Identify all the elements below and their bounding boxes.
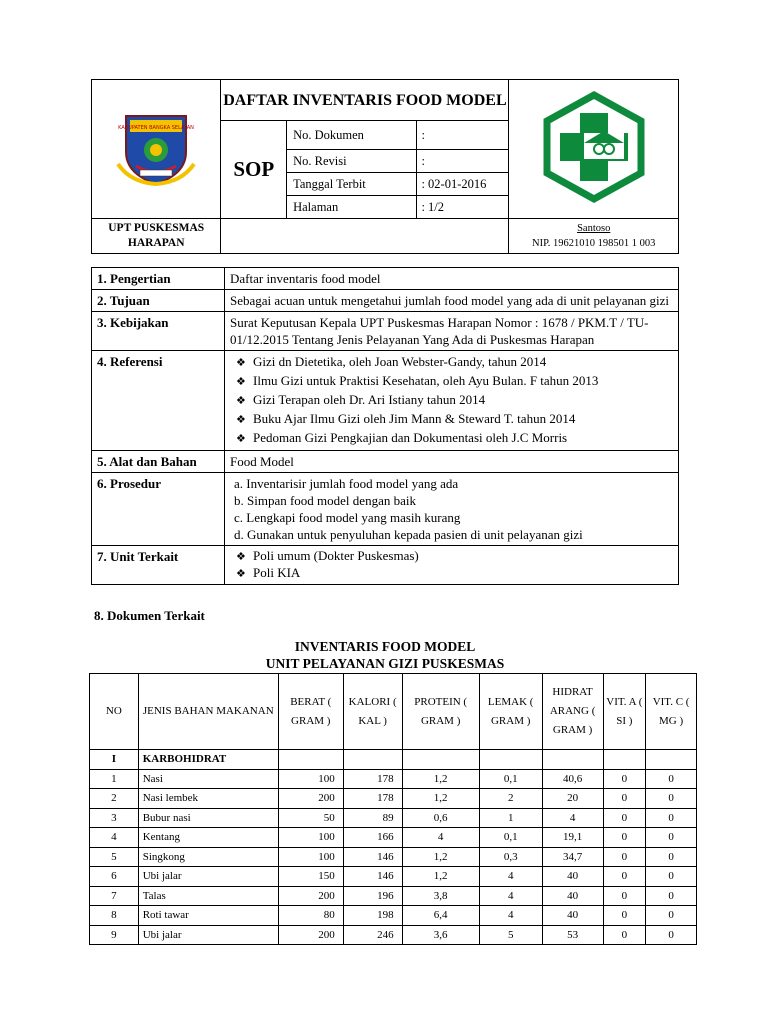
table-row	[90, 789, 697, 809]
col-header-vit-c: VIT. C ( MG )	[646, 674, 697, 750]
signer-name: Santoso	[577, 223, 611, 234]
col-header-vit-a: VIT. A ( SI )	[603, 674, 646, 750]
field-value: : 02-01-2016	[417, 173, 509, 196]
food-name: Singkong	[138, 847, 278, 867]
prosedur-item: a. Inventarisir jumlah food model yang ada	[234, 476, 459, 491]
crest-caption: KABUPATEN BANGKA SELATAN	[118, 124, 195, 131]
prosedur-list	[230, 475, 673, 543]
referensi-item: ❖ Gizi Terapan oleh Dr. Ari Istiany tahun 2014	[230, 391, 673, 410]
berat-value: 200	[278, 925, 343, 945]
lemak-value: 4	[479, 867, 542, 887]
vit-a-value: 0	[603, 847, 646, 867]
food-name: Roti tawar	[138, 906, 278, 926]
empty-cell	[646, 750, 697, 770]
kalori-value: 178	[343, 789, 402, 809]
col-header-lemak: LEMAK ( GRAM )	[479, 674, 542, 750]
kalori-value: 146	[343, 847, 402, 867]
berat-value: 100	[278, 769, 343, 789]
table-row	[90, 867, 697, 887]
vit-a-value: 0	[603, 789, 646, 809]
hidrat-arang-value: 34,7	[542, 847, 603, 867]
vit-c-value: 0	[646, 925, 697, 945]
berat-value: 150	[278, 867, 343, 887]
category-no: I	[90, 750, 139, 770]
referensi-list-cell	[225, 351, 679, 451]
row-no: 6	[90, 867, 139, 887]
field-value: :	[417, 150, 509, 173]
hidrat-arang-value: 40	[542, 906, 603, 926]
hidrat-arang-value: 40	[542, 886, 603, 906]
prosedur-item: c. Lengkapi food model yang masih kurang	[234, 510, 461, 525]
hidrat-arang-value: 4	[542, 808, 603, 828]
row-no: 1	[90, 769, 139, 789]
col-header-kalori: KALORI ( KAL )	[343, 674, 402, 750]
prosedur-list-cell	[225, 473, 679, 546]
vit-c-value: 0	[646, 808, 697, 828]
protein-value: 1,2	[402, 847, 479, 867]
vit-a-value: 0	[603, 808, 646, 828]
food-name: Ubi jalar	[138, 925, 278, 945]
food-name: Ubi jalar	[138, 867, 278, 887]
field-key: No. Revisi	[287, 150, 417, 173]
protein-value: 1,2	[402, 789, 479, 809]
table-row	[90, 886, 697, 906]
unit-terkait-item: ❖ Poli umum (Dokter Puskesmas)	[230, 548, 673, 565]
berat-value: 200	[278, 789, 343, 809]
puskesmas-logo-cell	[509, 80, 679, 219]
kalori-value: 178	[343, 769, 402, 789]
kalori-value: 146	[343, 867, 402, 887]
unit-terkait-list	[230, 548, 673, 582]
food-name: Talas	[138, 886, 278, 906]
lemak-value: 2	[479, 789, 542, 809]
field-key: Halaman	[287, 196, 417, 219]
sop-label: SOP	[221, 121, 287, 219]
field-value: :	[417, 121, 509, 150]
sop-header	[91, 79, 679, 254]
tujuan-value: Sebagai acuan untuk mengetahui jumlah food model yang ada di unit pelayanan gizi	[225, 290, 679, 312]
lemak-value: 4	[479, 906, 542, 926]
empty-cell	[278, 750, 343, 770]
referensi-label: 4. Referensi	[92, 351, 225, 451]
field-key: Tanggal Terbit	[287, 173, 417, 196]
inventory-title-line2: UNIT PELAYANAN GIZI PUSKESMAS	[265, 656, 505, 671]
kalori-value: 246	[343, 925, 402, 945]
vit-a-value: 0	[603, 769, 646, 789]
hidrat-arang-value: 40,6	[542, 769, 603, 789]
berat-value: 50	[278, 808, 343, 828]
puskesmas-logo-icon	[538, 91, 650, 203]
lemak-value: 0,3	[479, 847, 542, 867]
vit-c-value: 0	[646, 906, 697, 926]
row-no: 2	[90, 789, 139, 809]
sop-info-table	[91, 267, 679, 585]
vit-a-value: 0	[603, 828, 646, 848]
berat-value: 200	[278, 886, 343, 906]
signature-block	[509, 219, 679, 254]
berat-value: 100	[278, 828, 343, 848]
pengertian-label: 1. Pengertian	[92, 268, 225, 290]
prosedur-item: d. Gunakan untuk penyuluhan kepada pasien di unit pelayanan gizi	[234, 527, 583, 542]
kalori-value: 166	[343, 828, 402, 848]
referensi-item: ❖ Gizi dn Dietetika, oleh Joan Webster-Gandy, tahun 2014	[230, 353, 673, 372]
lemak-value: 0,1	[479, 828, 542, 848]
col-header-jenis: JENIS BAHAN MAKANAN	[138, 674, 278, 750]
berat-value: 100	[278, 847, 343, 867]
empty-cell	[479, 750, 542, 770]
food-name: Nasi	[138, 769, 278, 789]
dokumen-terkait-heading: 8. Dokumen Terkait	[94, 608, 205, 623]
unit-terkait-cell	[225, 546, 679, 585]
lemak-value: 1	[479, 808, 542, 828]
empty-cell	[221, 219, 509, 254]
signer-nip: NIP. 19621010 198501 1 003	[532, 238, 656, 249]
col-header-protein: PROTEIN ( GRAM )	[402, 674, 479, 750]
col-header-hidrat-arang: HIDRAT ARANG ( GRAM )	[542, 674, 603, 750]
district-logo-cell	[92, 80, 221, 219]
unit-terkait-item: ❖ Poli KIA	[230, 565, 673, 582]
col-header-no: NO	[90, 674, 139, 750]
lemak-value: 4	[479, 886, 542, 906]
vit-c-value: 0	[646, 828, 697, 848]
alat-label: 5. Alat dan Bahan	[92, 451, 225, 473]
table-row	[90, 906, 697, 926]
protein-value: 0,6	[402, 808, 479, 828]
table-row	[90, 925, 697, 945]
vit-c-value: 0	[646, 789, 697, 809]
row-no: 9	[90, 925, 139, 945]
pengertian-value: Daftar inventaris food model	[225, 268, 679, 290]
alat-value: Food Model	[225, 451, 679, 473]
vit-a-value: 0	[603, 867, 646, 887]
hidrat-arang-value: 19,1	[542, 828, 603, 848]
referensi-item: ❖ Buku Ajar Ilmu Gizi oleh Jim Mann & Steward T. tahun 2014	[230, 410, 673, 429]
unit-terkait-label: 7. Unit Terkait	[92, 546, 225, 585]
lemak-value: 5	[479, 925, 542, 945]
document-title: DAFTAR INVENTARIS FOOD MODEL	[221, 80, 509, 121]
vit-c-value: 0	[646, 847, 697, 867]
field-key: No. Dokumen	[287, 121, 417, 150]
referensi-list	[230, 353, 673, 448]
empty-cell	[603, 750, 646, 770]
prosedur-item: b. Simpan food model dengan baik	[234, 493, 416, 508]
referensi-item: ❖ Ilmu Gizi untuk Praktisi Kesehatan, oleh Ayu Bulan. F tahun 2013	[230, 372, 673, 391]
category-name: KARBOHIDRAT	[138, 750, 278, 770]
inventory-title	[91, 638, 679, 672]
hidrat-arang-value: 40	[542, 867, 603, 887]
vit-c-value: 0	[646, 886, 697, 906]
unit-name: UPT PUSKESMAS HARAPAN	[92, 219, 221, 254]
referensi-item: ❖ Pedoman Gizi Pengkajian dan Dokumentasi oleh J.C Morris	[230, 429, 673, 448]
lemak-value: 0,1	[479, 769, 542, 789]
row-no: 7	[90, 886, 139, 906]
prosedur-label: 6. Prosedur	[92, 473, 225, 546]
inventory-title-line1: INVENTARIS FOOD MODEL	[294, 639, 476, 654]
protein-value: 1,2	[402, 769, 479, 789]
empty-cell	[343, 750, 402, 770]
kalori-value: 196	[343, 886, 402, 906]
empty-cell	[542, 750, 603, 770]
food-name: Kentang	[138, 828, 278, 848]
protein-value: 4	[402, 828, 479, 848]
hidrat-arang-value: 53	[542, 925, 603, 945]
vit-c-value: 0	[646, 867, 697, 887]
protein-value: 3,8	[402, 886, 479, 906]
food-model-table	[89, 673, 697, 945]
food-name: Nasi lembek	[138, 789, 278, 809]
row-no: 3	[90, 808, 139, 828]
category-row	[90, 750, 697, 770]
vit-c-value: 0	[646, 769, 697, 789]
district-crest-icon	[110, 104, 202, 190]
table-row	[90, 808, 697, 828]
berat-value: 80	[278, 906, 343, 926]
kalori-value: 198	[343, 906, 402, 926]
kebijakan-label: 3. Kebijakan	[92, 312, 225, 351]
row-no: 8	[90, 906, 139, 926]
protein-value: 6,4	[402, 906, 479, 926]
vit-a-value: 0	[603, 925, 646, 945]
empty-cell	[402, 750, 479, 770]
kebijakan-value: Surat Keputusan Kepala UPT Puskesmas Harapan Nomor : 1678 / PKM.T / TU-01/12.2015 Tentang Jenis Pelayanan Yang Ada di Puskesmas Harapan	[225, 312, 679, 351]
protein-value: 3,6	[402, 925, 479, 945]
row-no: 5	[90, 847, 139, 867]
food-name: Bubur nasi	[138, 808, 278, 828]
col-header-berat: BERAT ( GRAM )	[278, 674, 343, 750]
table-row	[90, 769, 697, 789]
protein-value: 1,2	[402, 867, 479, 887]
vit-a-value: 0	[603, 886, 646, 906]
row-no: 4	[90, 828, 139, 848]
field-value: : 1/2	[417, 196, 509, 219]
tujuan-label: 2. Tujuan	[92, 290, 225, 312]
table-row	[90, 847, 697, 867]
vit-a-value: 0	[603, 906, 646, 926]
table-row	[90, 828, 697, 848]
hidrat-arang-value: 20	[542, 789, 603, 809]
kalori-value: 89	[343, 808, 402, 828]
